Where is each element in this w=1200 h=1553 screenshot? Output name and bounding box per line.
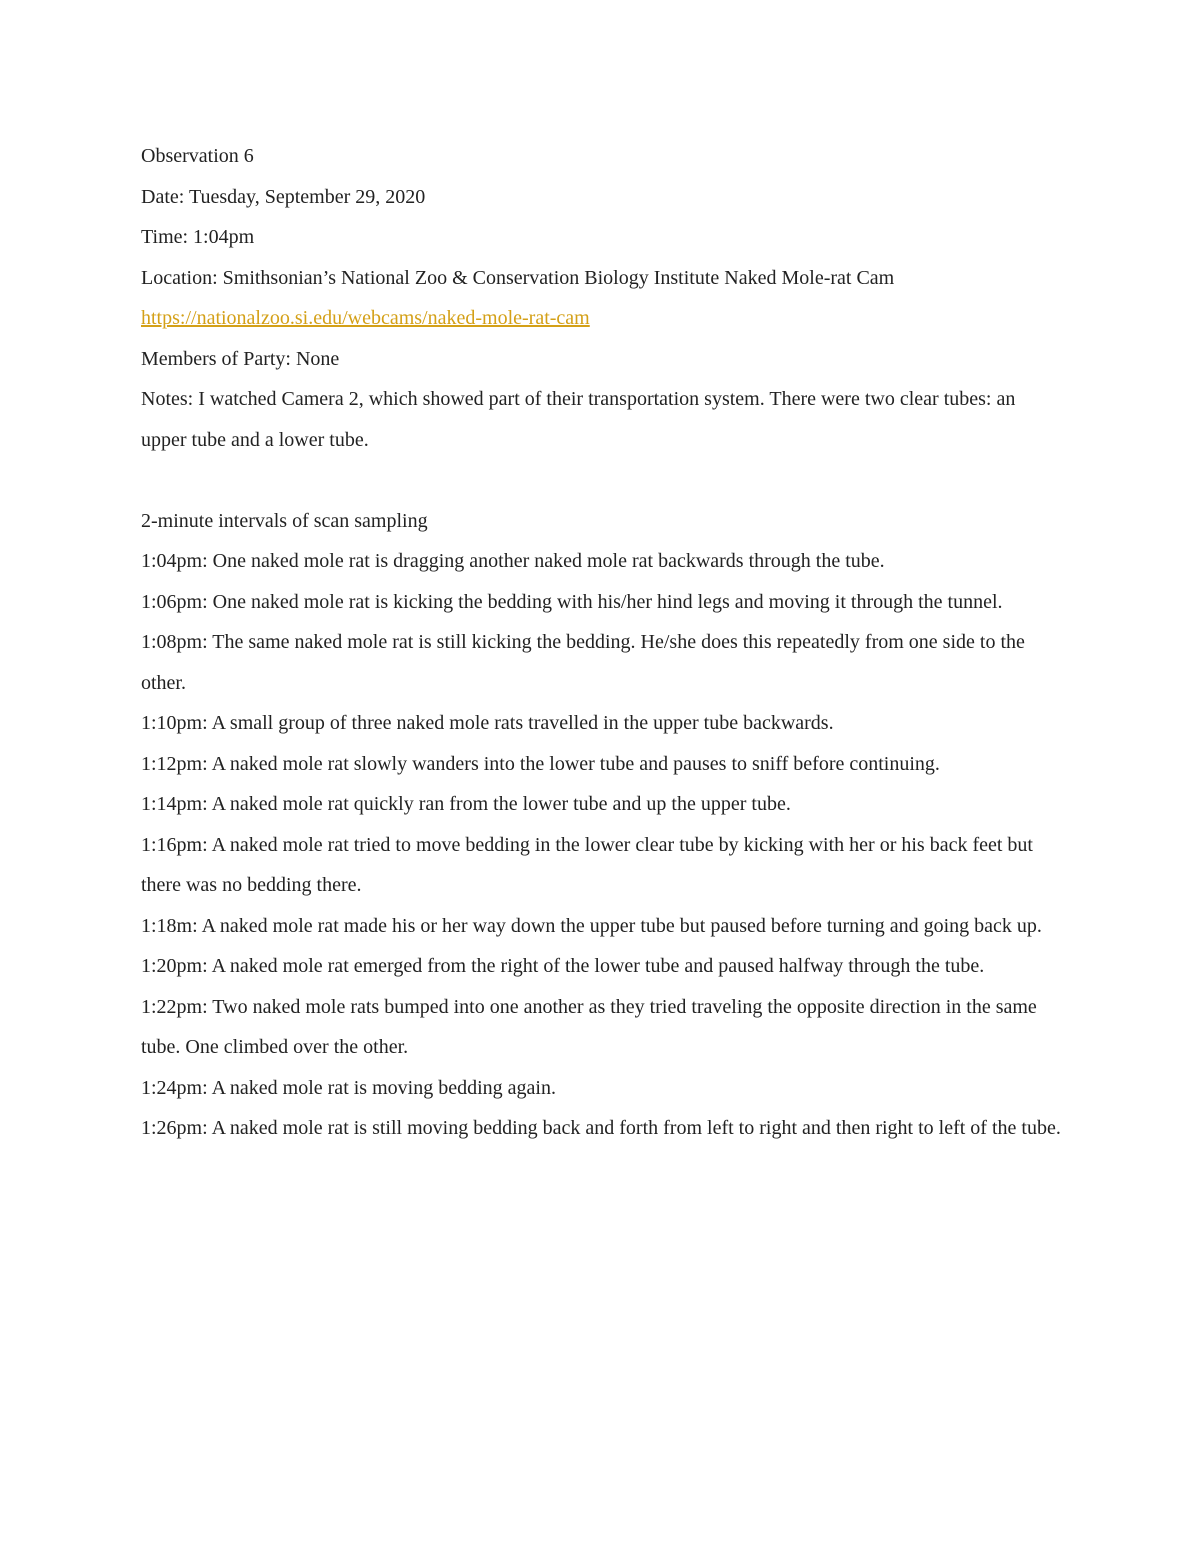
webcam-link[interactable]: https://nationalzoo.si.edu/webcams/naked-mole-rat-cam bbox=[141, 307, 590, 329]
sampling-entry: 1:22pm: Two naked mole rats bumped into one another as they tried traveling the opposite direction in the same tube. One climbed over the other. bbox=[141, 995, 1037, 1058]
sampling-entry: 1:12pm: A naked mole rat slowly wanders into the lower tube and pauses to sniff before continuing. bbox=[141, 752, 940, 775]
observation-time: Time: 1:04pm bbox=[141, 226, 255, 248]
sampling-entry: 1:04pm: One naked mole rat is dragging another naked mole rat backwards through the tube. bbox=[141, 550, 885, 572]
observation-location: Location: Smithsonian’s National Zoo & Conservation Biology Institute Naked Mole-rat Cam bbox=[141, 266, 895, 289]
sampling-entry: 1:20pm: A naked mole rat emerged from the right of the lower tube and paused halfway through the tube. bbox=[141, 955, 985, 977]
blank-line bbox=[141, 460, 1061, 501]
sampling-heading: 2-minute intervals of scan sampling bbox=[141, 509, 428, 532]
document-page bbox=[141, 136, 1061, 1149]
sampling-entry: 1:08pm: The same naked mole rat is still kicking the bedding. He/she does this repeatedly from one side to the other. bbox=[141, 631, 1025, 694]
sampling-entry: 1:14pm: A naked mole rat quickly ran from the lower tube and up the upper tube. bbox=[141, 793, 791, 815]
sampling-entry: 1:24pm: A naked mole rat is moving bedding again. bbox=[141, 1076, 556, 1099]
sampling-entry: 1:18m: A naked mole rat made his or her way down the upper tube but paused before turning and going back up. bbox=[141, 914, 1042, 937]
sampling-entry: 1:16pm: A naked mole rat tried to move bedding in the lower clear tube by kicking with her or his back feet but there was no bedding there. bbox=[141, 833, 1033, 896]
sampling-entry: 1:10pm: A small group of three naked mole rats travelled in the upper tube backwards. bbox=[141, 712, 834, 734]
sampling-entry: 1:06pm: One naked mole rat is kicking the bedding with his/her hind legs and moving it through the tunnel. bbox=[141, 590, 1003, 613]
observation-notes: Notes: I watched Camera 2, which showed part of their transportation system. There were two clear tubes: an upper tube and a lower tube. bbox=[141, 388, 1016, 451]
observation-date: Date: Tuesday, September 29, 2020 bbox=[141, 185, 426, 208]
observation-title: Observation 6 bbox=[141, 145, 254, 167]
sampling-entry: 1:26pm: A naked mole rat is still moving bedding back and forth from left to right and then right to left of the tube. bbox=[141, 1117, 1061, 1139]
members-of-party: Members of Party: None bbox=[141, 347, 340, 370]
